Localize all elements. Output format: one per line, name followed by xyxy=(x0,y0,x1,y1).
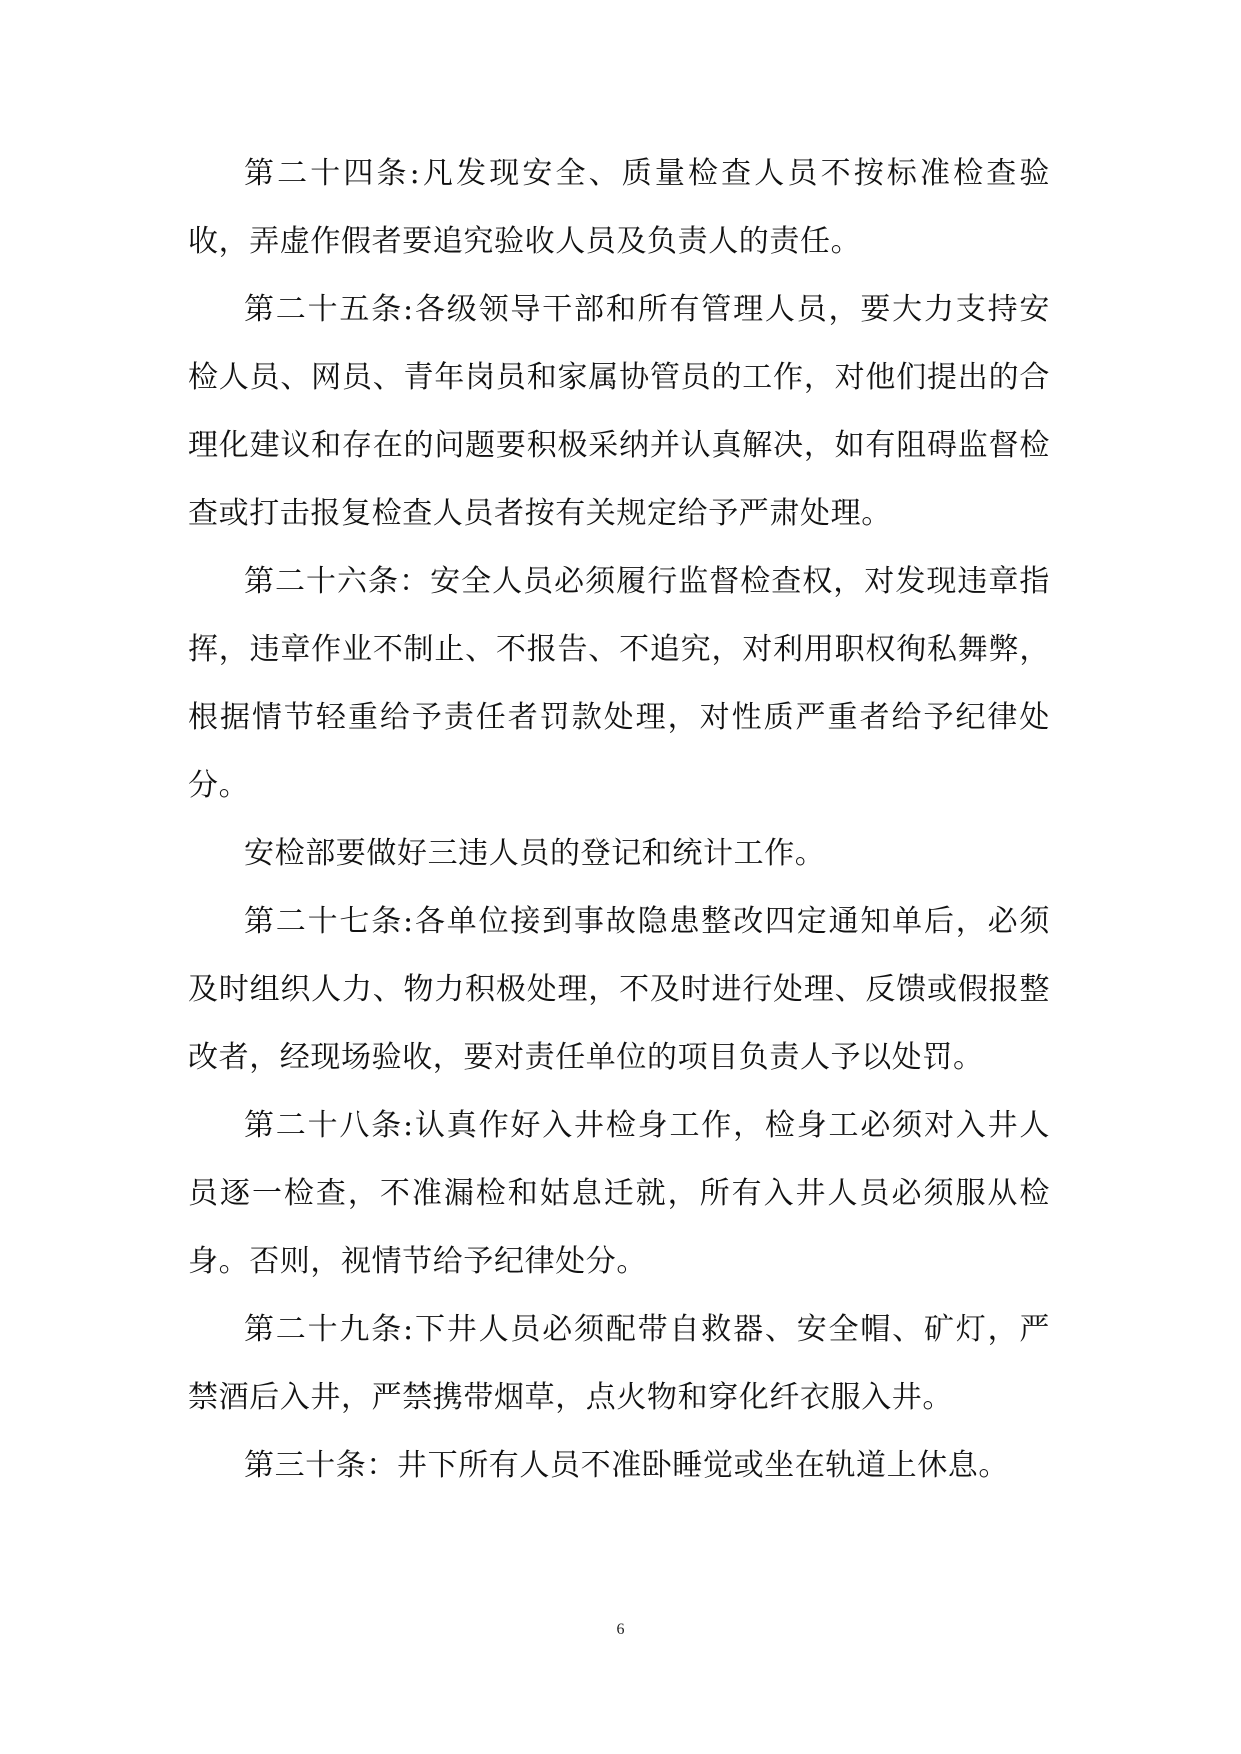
page-number: 6 xyxy=(616,1621,625,1638)
article-30-paragraph: 第三十条：井下所有人员不准卧睡觉或坐在轨道上休息。 xyxy=(244,1448,1009,1483)
registration-note-paragraph: 安检部要做好三违人员的登记和统计工作。 xyxy=(244,836,826,871)
article-28-paragraph: 第二十八条:认真作好入井检身工作，检身工必须对入井人员逐一检查，不准漏检和姑息迁就，所有入井人员必须服从检身。否则，视情节给予纪律处分。 xyxy=(188,1108,1050,1279)
article-26-paragraph: 第二十六条：安全人员必须履行监督检查权，对发现违章指挥，违章作业不制止、不报告、不追究，对利用职权徇私舞弊，根据情节轻重给予责任者罚款处理，对性质严重者给予纪律处分。 xyxy=(188,564,1050,803)
body-text xyxy=(188,140,1050,1500)
article-27-paragraph: 第二十七条:各单位接到事故隐患整改四定通知单后，必须及时组织人力、物力积极处理，不及时进行处理、反馈或假报整改者，经现场验收，要对责任单位的项目负责人予以处罚。 xyxy=(188,904,1050,1075)
article-25-paragraph: 第二十五条:各级领导干部和所有管理人员，要大力支持安检人员、网员、青年岗员和家属协管员的工作，对他们提出的合理化建议和存在的问题要积极采纳并认真解决，如有阻碍监督检查或打击报复检查人员者按有关规定给予严肃处理。 xyxy=(188,292,1050,531)
article-24-paragraph: 第二十四条:凡发现安全、质量检查人员不按标准检查验收，弄虚作假者要追究验收人员及负责人的责任。 xyxy=(188,156,1050,259)
article-29-paragraph: 第二十九条:下井人员必须配带自救器、安全帽、矿灯，严禁酒后入井，严禁携带烟草，点火物和穿化纤衣服入井。 xyxy=(188,1312,1050,1415)
